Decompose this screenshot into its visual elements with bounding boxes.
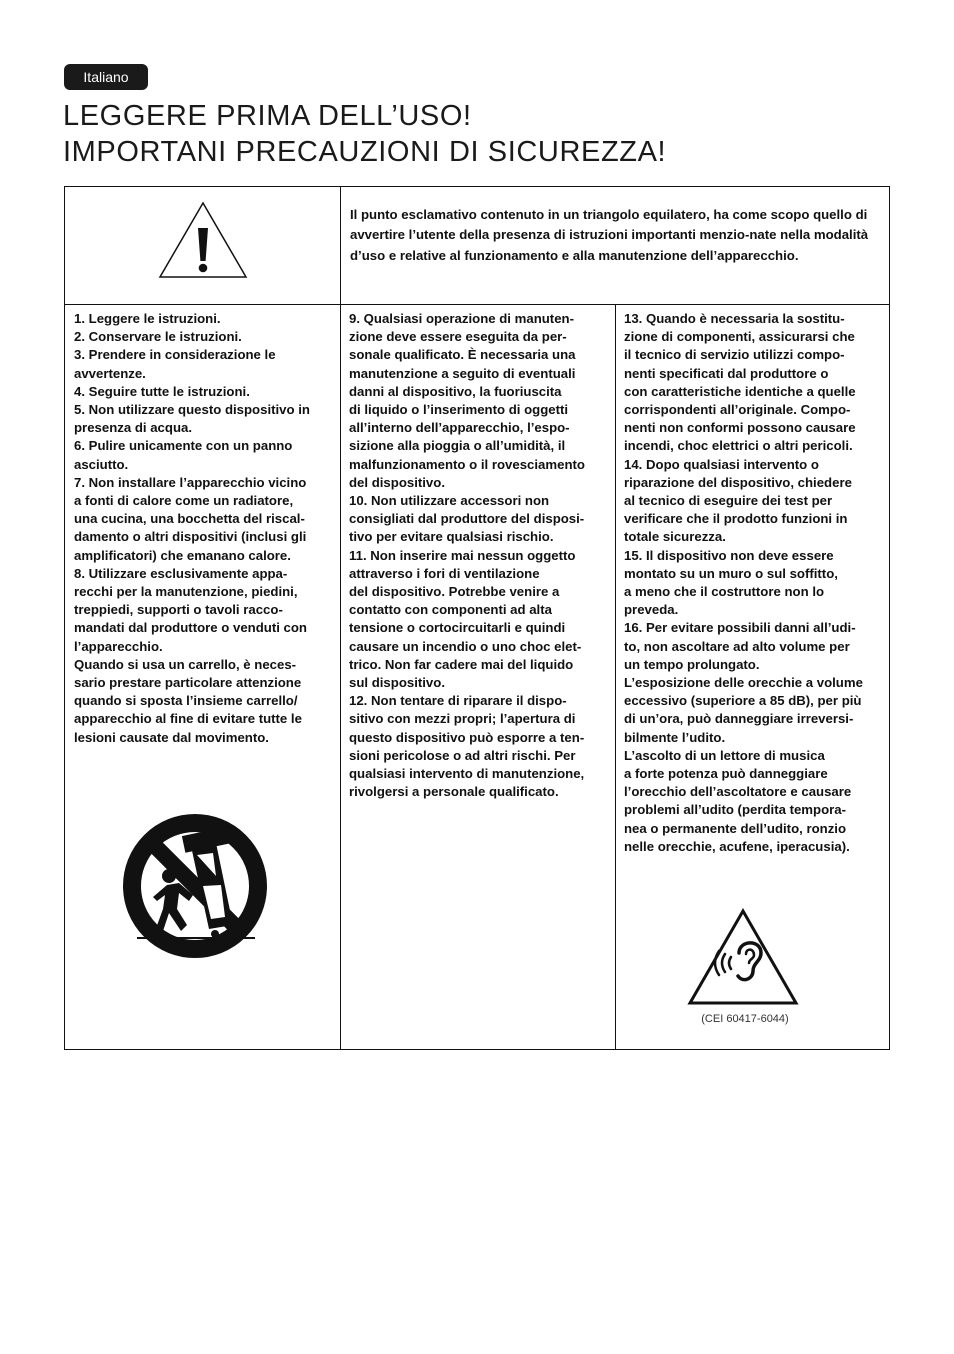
text-line: danni al dispositivo, la fuoriuscita [349, 383, 562, 399]
text-line: preveda. [624, 602, 679, 618]
text-line: malfunzionamento o il rovesciamento [349, 456, 585, 472]
text-line: corrispondenti all’originale. Compo- [624, 402, 851, 418]
text-line: causare un incendio o uno choc elet- [349, 638, 582, 654]
text-line: 16. Per evitare possibili danni all’udi- [624, 620, 856, 636]
text-line: recchi per la manutenzione, piedini, [74, 584, 298, 600]
text-line: attraverso i fori di ventilazione [349, 565, 540, 581]
text-line: L’esposizione delle orecchie a volume [624, 675, 863, 691]
text-line: del dispositivo. [349, 474, 445, 490]
text-line: 10. Non utilizzare accessori non [349, 493, 550, 509]
text-line: 13. Quando è necessaria la sostitu- [624, 311, 845, 326]
title-line-1: LEGGERE PRIMA DELL’USO! [63, 100, 472, 132]
ear-symbol-caption: (CEI 60417-6044) [701, 1013, 789, 1025]
text-line: con caratteristiche identiche a quelle [624, 383, 856, 399]
text-line: 8. Utilizzare esclusivamente appa- [74, 565, 288, 581]
text-line: 4. Seguire tutte le istruzioni. [74, 383, 250, 399]
page-title [63, 98, 666, 170]
text-line: sioni pericolose o ad altri rischi. Per [349, 747, 576, 763]
hearing-damage-warning-icon [687, 907, 799, 1007]
text-line: 14. Dopo qualsiasi intervento o [624, 456, 819, 472]
text-line: tensione o cortocircuitarli e quindi [349, 620, 566, 636]
text-line: di un’ora, può danneggiare irreversi- [624, 711, 854, 727]
text-line: zione deve essere eseguita da per- [349, 329, 567, 345]
text-line: asciutto. [74, 456, 129, 472]
text-line: montato su un muro o sul soffitto, [624, 565, 838, 581]
text-line: totale sicurezza. [624, 529, 726, 545]
text-line: nenti non conformi possono causare [624, 420, 856, 436]
text-line: qualsiasi intervento di manutenzione, [349, 766, 585, 782]
exclamation-triangle-icon [157, 201, 249, 281]
text-line: nenti specificati dal produttore o [624, 365, 829, 381]
text-line: to, non ascoltare ad alto volume per [624, 638, 850, 654]
text-line: trico. Non far cadere mai del liquido [349, 656, 574, 672]
cart-tip-over-warning-icon [123, 813, 273, 963]
safety-table [64, 186, 890, 1050]
text-line: 5. Non utilizzare questo dispositivo in [74, 402, 310, 418]
text-line: manutenzione a seguito di eventuali [349, 365, 576, 381]
text-line: 3. Prendere in considerazione le [74, 347, 276, 363]
text-line: questo dispositivo può esporre a ten- [349, 729, 585, 745]
text-line: eccessivo (superiore a 85 dB), per più [624, 693, 862, 709]
text-line: rivolgersi a personale qualificato. [349, 784, 559, 800]
text-line: nelle orecchie, acufene, iperacusia). [624, 838, 850, 854]
text-line: 11. Non inserire mai nessun oggetto [349, 547, 576, 563]
text-line: damento o altri dispositivi (inclusi gli [74, 529, 307, 545]
intro-text: Il punto esclamativo contenuto in un triangolo equilatero, ha come scopo quello di avvertire l’utente della presenza di istruzioni importanti menzio-nate nella modalità d’uso e relative al funzionamento e alla manutenzione dell’apparecchio. [350, 207, 869, 263]
text-line: contatto con componenti ad alta [349, 602, 552, 618]
text-line: a meno che il costruttore non lo [624, 584, 825, 600]
text-line: 12. Non tentare di riparare il dispo- [349, 693, 567, 709]
text-line: tivo per evitare qualsiasi rischio. [349, 529, 554, 545]
text-line: problemi all’udito (perdita tempora- [624, 802, 847, 818]
text-line: L’ascolto di un lettore di musica [624, 747, 825, 763]
text-line: zione di componenti, assicurarsi che [624, 329, 855, 345]
text-line: treppiedi, supporti o tavoli racco- [74, 602, 283, 618]
text-line: presenza di acqua. [74, 420, 192, 436]
text-line: a fonti di calore come un radiatore, [74, 493, 294, 509]
text-line: all’interno dell’apparecchio, l’espo- [349, 420, 570, 436]
column-divider [340, 187, 341, 1049]
text-line: incendi, choc elettrici o altri pericoli. [624, 438, 853, 454]
row-divider [65, 304, 889, 305]
text-line: sul dispositivo. [349, 675, 445, 691]
text-line: apparecchio al fine di evitare tutte le [74, 711, 302, 727]
text-line: a forte potenza può danneggiare [624, 766, 828, 782]
title-line-2: IMPORTANI PRECAUZIONI DI SICUREZZA! [63, 136, 667, 168]
language-badge: Italiano [64, 64, 148, 90]
text-line: un tempo prolungato. [624, 656, 760, 672]
text-line: 6. Pulire unicamente con un panno [74, 438, 293, 454]
column-divider [615, 304, 616, 1049]
text-line: l’orecchio dell’ascoltatore e causare [624, 784, 852, 800]
text-line: amplificatori) che emanano calore. [74, 547, 291, 563]
text-line: sonale qualificato. È necessaria una [349, 347, 576, 363]
instructions-column-1 [74, 310, 336, 747]
text-line: di liquido o l’inserimento di oggetti [349, 402, 569, 418]
text-line: verificare che il prodotto funzioni in [624, 511, 848, 527]
text-line: il tecnico di servizio utilizzi compo- [624, 347, 845, 363]
text-line: sario prestare particolare attenzione [74, 675, 302, 691]
text-line: 15. Il dispositivo non deve essere [624, 547, 834, 563]
text-line: 1. Leggere le istruzioni. [74, 311, 221, 326]
text-line: 7. Non installare l’apparecchio vicino [74, 474, 307, 490]
text-line: 2. Conservare le istruzioni. [74, 329, 242, 345]
instructions-column-2 [349, 310, 611, 801]
text-line: lesioni causate dal movimento. [74, 729, 269, 745]
text-line: mandati dal produttore o venduti con [74, 620, 307, 636]
text-line: al tecnico di eseguire dei test per [624, 493, 833, 509]
text-line: avvertenze. [74, 365, 146, 381]
text-line: sizione alla pioggia o all’umidità, il [349, 438, 566, 454]
text-line: consigliati dal produttore del disposi- [349, 511, 585, 527]
text-line: del dispositivo. Potrebbe venire a [349, 584, 560, 600]
text-line: 9. Qualsiasi operazione di manuten- [349, 311, 574, 326]
text-line: Quando si usa un carrello, è neces- [74, 656, 297, 672]
text-line: riparazione del dispositivo, chiedere [624, 474, 852, 490]
text-line: l’apparecchio. [74, 638, 163, 654]
instructions-column-3 [624, 310, 886, 856]
text-line: una cucina, una bocchetta del riscal- [74, 511, 305, 527]
text-line: nea o permanente dell’udito, ronzio [624, 820, 847, 836]
text-line: quando si sposta l’insieme carrello/ [74, 693, 298, 709]
text-line: sitivo con mezzi propri; l’apertura di [349, 711, 576, 727]
text-line: bilmente l’udito. [624, 729, 726, 745]
